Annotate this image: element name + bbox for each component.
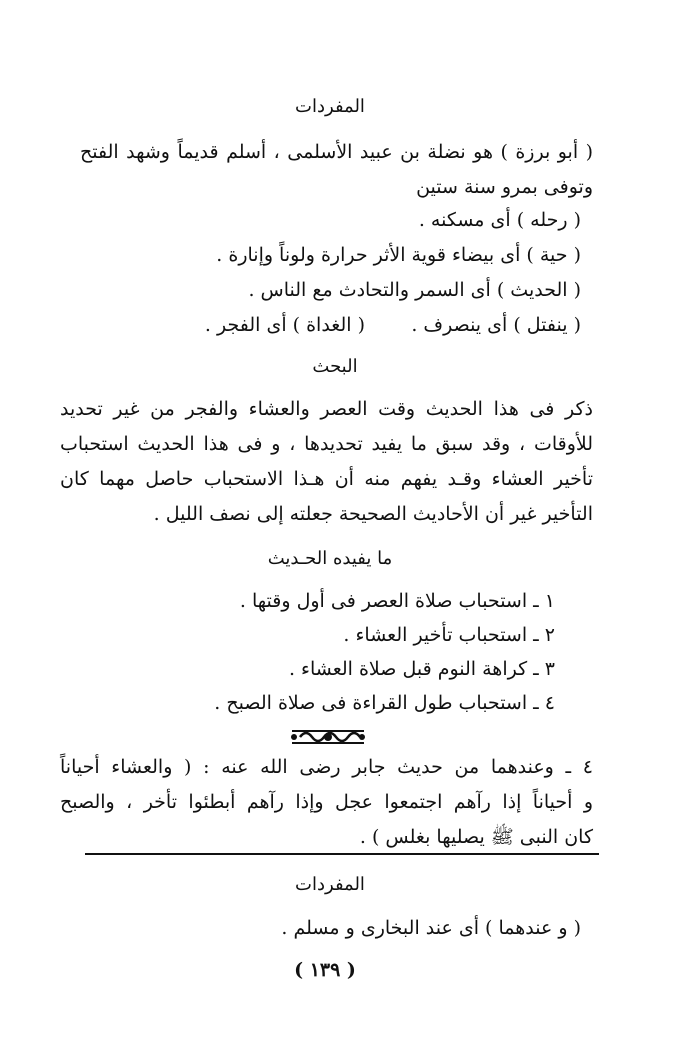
text-line: ذكر فى هذا الحديث وقت العصر والعشاء والفجر من غير تحديد bbox=[60, 398, 593, 420]
text-line: تأخير العشاء وقـد يفهم منه أن هـذا الاستحباب حاصل مهما كان bbox=[60, 468, 593, 490]
list-item: ٢ ـ استحباب تأخير العشاء . bbox=[343, 624, 555, 646]
section-heading-benefits: ما يفيده الحـديث bbox=[267, 548, 393, 569]
page-number: ( ١٣٩ ) bbox=[294, 959, 356, 981]
section-heading-vocabulary: المفردات bbox=[295, 96, 365, 117]
text-line: و أحياناً إذا رآهم اجتمعوا عجل وإذا رآهم أبطئوا تأخر ، والصبح bbox=[60, 791, 593, 813]
text-line: ٤ ـ وعندهما من حديث جابر رضى الله عنه : ( والعشاء أحياناً bbox=[60, 756, 593, 778]
text-line: ( ينفتل ) أى ينصرف . bbox=[411, 314, 581, 336]
section-heading-discussion: البحث bbox=[312, 356, 358, 377]
text-line: ( الغداة ) أى الفجر . bbox=[204, 314, 365, 336]
footnote-divider bbox=[85, 853, 599, 855]
footnote-heading: المفردات bbox=[295, 874, 365, 895]
list-item: ٣ ـ كراهة النوم قبل صلاة العشاء . bbox=[288, 658, 555, 680]
text-line: ( أبو برزة ) هو نضلة بن عبيد الأسلمى ، أسلم قديماً وشهد الفتح bbox=[80, 141, 593, 163]
text-line: ( الحديث ) أى السمر والتحادث مع الناس . bbox=[248, 279, 581, 301]
text-line: ( رحله ) أى مسكنه . bbox=[418, 209, 581, 231]
text-line: كان النبى ﷺ يصليها بغلس ) . bbox=[359, 826, 593, 848]
list-item: ٤ ـ استحباب طول القراءة فى صلاة الصبح . bbox=[214, 692, 555, 714]
list-item: ١ ـ استحباب صلاة العصر فى أول وقتها . bbox=[239, 590, 555, 612]
footnote-line: ( و عندهما ) أى عند البخارى و مسلم . bbox=[281, 917, 581, 939]
text-line: ( حية ) أى بيضاء قوية الأثر حرارة ولوناً وإنارة . bbox=[216, 244, 581, 266]
text-line: وتوفى بمرو سنة ستين bbox=[416, 176, 593, 198]
text-line: التأخير غير أن الأحاديث الصحيحة جعلته إلى نصف الليل . bbox=[153, 503, 593, 525]
ornament-divider bbox=[288, 728, 368, 746]
text-line: للأوقات ، وقد سبق ما يفيد تحديدها ، و فى هذا الحديث استحباب bbox=[60, 433, 593, 455]
